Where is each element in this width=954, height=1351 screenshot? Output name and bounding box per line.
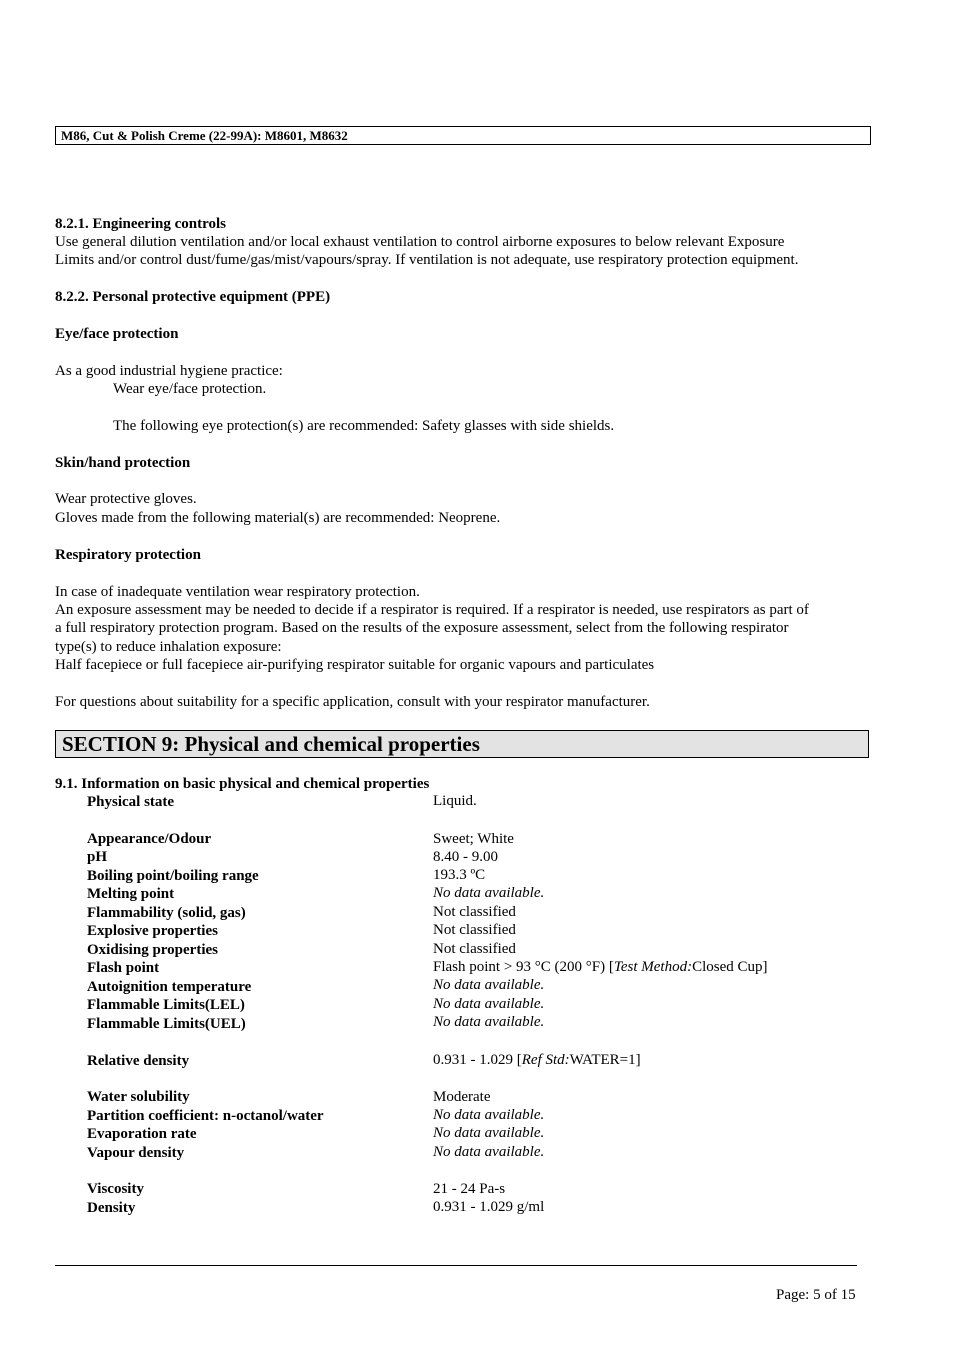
property-value-method-label: Ref Std: — [521, 1052, 570, 1068]
property-value — [433, 1088, 490, 1106]
property-label: pH — [87, 849, 108, 865]
engineering-controls-text-2: Limits and/or control dust/fume/gas/mist/vapours/spray. If ventilation is not adequate, use respiratory protection equipment. — [55, 252, 799, 268]
respiratory-protection-heading: Respiratory protection — [55, 547, 201, 563]
property-value — [433, 995, 544, 1013]
property-value-text: No data available. — [433, 1014, 545, 1030]
respiratory-text-1: In case of inadequate ventilation wear respiratory protection. — [55, 584, 420, 600]
property-label: Evaporation rate — [87, 1126, 197, 1142]
property-label: Melting point — [87, 886, 175, 902]
page-number: Page: 5 of 15 — [776, 1287, 856, 1303]
engineering-controls-text-1: Use general dilution ventilation and/or local exhaust ventilation to control airborne exposures to below relevant Exposure — [55, 234, 785, 250]
property-value — [433, 1051, 641, 1069]
ppe-heading: 8.2.2. Personal protective equipment (PPE) — [55, 289, 331, 305]
property-value — [433, 830, 514, 848]
section-9-subheading: 9.1. Information on basic physical and chemical properties — [55, 776, 430, 792]
property-label: Partition coefficient: n-octanol/water — [87, 1108, 324, 1124]
property-label: Flammability (solid, gas) — [87, 905, 246, 921]
property-label: Explosive properties — [87, 923, 218, 939]
property-value-text: No data available. — [433, 885, 545, 901]
property-label: Flammable Limits(UEL) — [87, 1016, 246, 1032]
footer-divider — [55, 1265, 857, 1266]
property-value-text: Liquid. — [433, 793, 477, 809]
property-label: Physical state — [87, 794, 175, 810]
property-label: Density — [87, 1200, 136, 1216]
property-value-text: Not classified — [433, 941, 516, 957]
section-9-title: SECTION 9: Physical and chemical properties — [55, 730, 869, 758]
property-value-text: Not classified — [433, 904, 516, 920]
property-value — [433, 921, 516, 939]
property-value-text: 0.931 - 1.029 [ — [433, 1052, 522, 1068]
property-value — [433, 792, 477, 810]
property-value — [433, 1013, 544, 1031]
eye-protection-item-2: The following eye protection(s) are recommended: Safety glasses with side shields. — [113, 418, 615, 434]
property-value — [433, 1198, 544, 1216]
property-value-method: WATER=1] — [569, 1052, 641, 1068]
property-value — [433, 1180, 505, 1198]
property-value-text: No data available. — [433, 1144, 545, 1160]
skin-protection-heading: Skin/hand protection — [55, 455, 191, 471]
property-value-text: 0.931 - 1.029 g/ml — [433, 1199, 545, 1215]
skin-protection-text-2: Gloves made from the following material(s) are recommended: Neoprene. — [55, 510, 501, 526]
eye-protection-item-1: Wear eye/face protection. — [113, 381, 267, 397]
property-value — [433, 976, 544, 994]
property-value — [433, 903, 516, 921]
respiratory-text-5: Half facepiece or full facepiece air-purifying respirator suitable for organic vapours and particulates — [55, 657, 655, 673]
property-label: Relative density — [87, 1053, 190, 1069]
property-value-text: 193.3 ºC — [433, 867, 486, 883]
property-value-text: No data available. — [433, 1107, 545, 1123]
property-value-text: Sweet; White — [433, 831, 514, 847]
eye-protection-intro: As a good industrial hygiene practice: — [55, 363, 283, 379]
property-label: Water solubility — [87, 1089, 190, 1105]
property-label: Boiling point/boiling range — [87, 868, 259, 884]
property-value-method: Closed Cup] — [692, 959, 768, 975]
property-label: Flammable Limits(LEL) — [87, 997, 245, 1013]
respiratory-text-2: An exposure assessment may be needed to decide if a respirator is required. If a respirator is needed, use respirators as part of — [55, 602, 809, 618]
eye-protection-heading: Eye/face protection — [55, 326, 179, 342]
property-value-text: No data available. — [433, 1125, 545, 1141]
property-value-text: Moderate — [433, 1089, 491, 1105]
property-label: Vapour density — [87, 1145, 185, 1161]
property-label: Flash point — [87, 960, 160, 976]
respiratory-text-6: For questions about suitability for a specific application, consult with your respirator manufacturer. — [55, 694, 650, 710]
property-value-method-label: Test Method: — [613, 959, 693, 975]
property-value-text: Flash point > 93 °C (200 °F) [ — [433, 959, 614, 975]
engineering-controls-heading: 8.2.1. Engineering controls — [55, 216, 226, 232]
respiratory-text-3: a full respiratory protection program. Based on the results of the exposure assessment, select from the following respirator — [55, 620, 789, 636]
property-value — [433, 940, 516, 958]
respiratory-text-4: type(s) to reduce inhalation exposure: — [55, 639, 282, 655]
property-label: Viscosity — [87, 1181, 144, 1197]
property-value — [433, 958, 768, 976]
property-label: Appearance/Odour — [87, 831, 212, 847]
property-value — [433, 1143, 544, 1161]
property-value-text: 21 - 24 Pa-s — [433, 1181, 506, 1197]
property-value — [433, 848, 498, 866]
property-value — [433, 884, 544, 902]
document-header: M86, Cut & Polish Creme (22-99A): M8601, M8632 — [55, 126, 871, 145]
property-label: Oxidising properties — [87, 942, 218, 958]
property-value — [433, 1124, 544, 1142]
property-value — [433, 866, 485, 884]
property-value-text: 8.40 - 9.00 — [433, 849, 498, 865]
property-label: Autoignition temperature — [87, 979, 252, 995]
property-value-text: No data available. — [433, 977, 545, 993]
property-value-text: No data available. — [433, 996, 545, 1012]
property-value — [433, 1106, 544, 1124]
property-value-text: Not classified — [433, 922, 516, 938]
skin-protection-text-1: Wear protective gloves. — [55, 491, 197, 507]
